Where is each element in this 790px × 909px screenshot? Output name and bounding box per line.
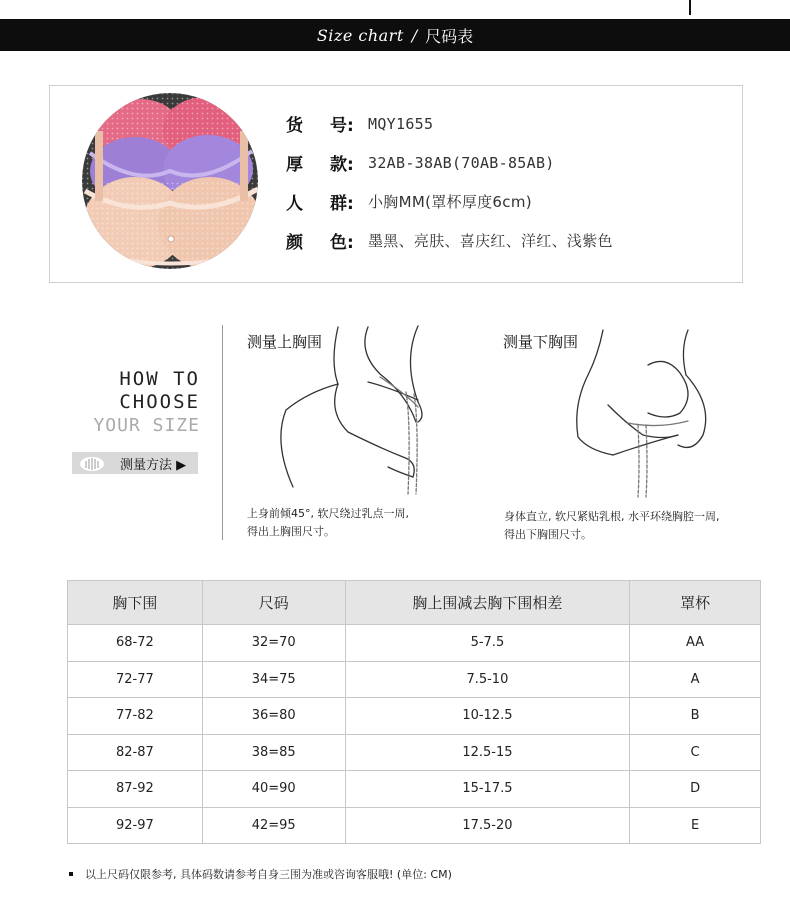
size-table-header [68,581,761,625]
spec-value-style: 32AB-38AB(70AB-85AB) [368,153,555,172]
bullet-icon [69,872,73,876]
spec-value-colors: 墨黑、亮肤、喜庆红、洋红、浅紫色 [368,232,613,250]
fan-icon [78,454,106,472]
header-size: 尺码 [202,581,345,625]
header-underbust: 胸下围 [68,581,203,625]
upper-bust-description: 上身前倾45°, 软尺绕过乳点一周, 得出上胸围尺寸。 [247,507,409,538]
under-bust-title: 测量下胸围 [503,333,579,351]
spec-row-style: 厚 款: 32AB-38AB(70AB-85AB) [286,153,555,175]
header-title-cn: 尺码表 [425,26,474,46]
section-divider [222,325,223,540]
header-cup: 罩杯 [630,581,761,625]
table-row: 77-82 36=80 10-12.5 B [68,698,761,735]
spec-row-colors: 颜 色: 墨黑、亮肤、喜庆红、洋红、浅紫色 [286,232,613,253]
spec-row-item-number: 货 号: MQY1655 [286,114,434,136]
top-tick-mark [689,0,691,15]
table-row: 68-72 32=70 5-7.5 AA [68,625,761,662]
choose-size-heading: HOW TO CHOOSE YOUR SIZE [93,368,200,436]
table-row: 87-92 40=90 15-17.5 D [68,771,761,808]
spec-value-audience: 小胸MM(罩杯厚度6cm) [368,193,532,211]
measure-method-label: 测量方法 ▶ [120,458,187,473]
header-bar [0,19,790,51]
reference-note-text: 以上尺码仅限参考, 具体码数请参考自身三围为准或咨询客服哦! (单位: CM) [85,868,452,881]
spec-row-audience: 人 群: 小胸MM(罩杯厚度6cm) [286,193,532,214]
measure-method-button[interactable] [72,452,198,474]
spec-list [286,104,613,260]
table-row: 92-97 42=95 17.5-20 E [68,807,761,844]
product-info-box [49,85,743,283]
upper-bust-illustration [268,322,438,497]
table-row: 72-77 34=75 7.5-10 A [68,661,761,698]
header-separator: / [411,25,418,45]
upper-bust-title: 测量上胸围 [247,333,323,351]
table-row: 82-87 38=85 12.5-15 C [68,734,761,771]
reference-note [69,866,452,882]
header-difference: 胸上围减去胸下围相差 [345,581,630,625]
under-bust-description: 身体直立, 软尺紧贴乳根, 水平环绕胸腔一周, 得出下胸围尺寸。 [504,510,720,541]
header-title-en: Size chart [316,25,404,45]
under-bust-illustration [568,325,723,500]
spec-value-item-number: MQY1655 [368,114,434,133]
product-photo [80,91,260,271]
size-table [67,580,761,844]
